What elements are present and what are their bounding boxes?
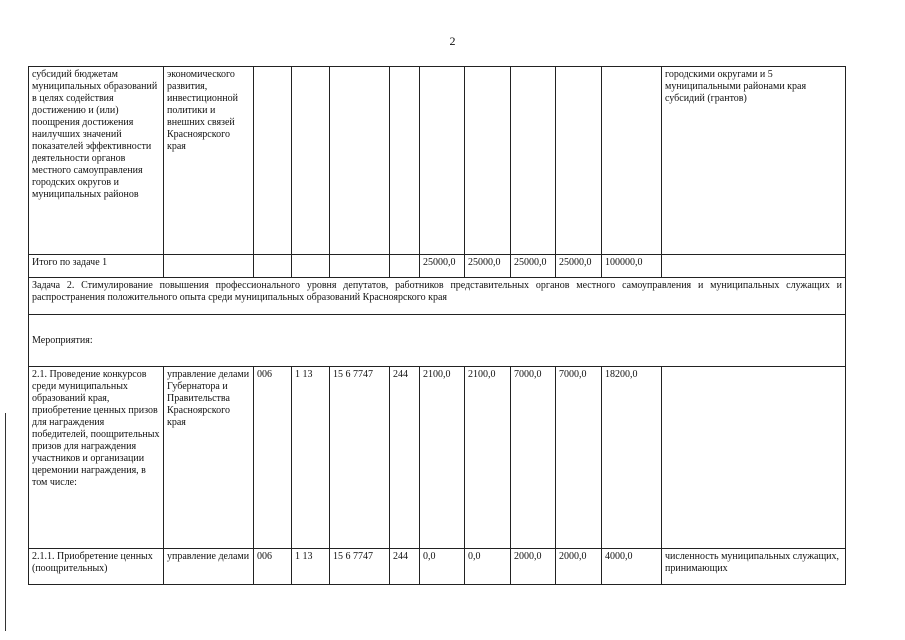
administrator-cell [164, 255, 254, 278]
total-cell: 100000,0 [602, 255, 662, 278]
year1-cell: 25000,0 [420, 255, 465, 278]
csr-cell [330, 255, 390, 278]
grbs-cell [254, 255, 292, 278]
total-cell [602, 67, 662, 255]
csr-cell [330, 67, 390, 255]
activity-name-cell: 2.1. Проведение конкурсов среди муниципальных образований края, приобретение ценных призов для награждения победителей, поощрительных призов для награждения участников и организации церемонии награждения, в том числе: [29, 367, 164, 549]
year4-cell: 2000,0 [556, 549, 602, 585]
table-row-task2 [29, 278, 846, 315]
year4-cell: 7000,0 [556, 367, 602, 549]
administrator-cell: управление делами Губернатора и Правительства Красноярского края [164, 367, 254, 549]
rzpr-cell: 1 13 [292, 549, 330, 585]
year2-cell: 2100,0 [465, 367, 511, 549]
administrator-cell: управление делами [164, 549, 254, 585]
rzpr-cell [292, 255, 330, 278]
expected-result-cell: численность муниципальных служащих, принимающих [662, 549, 846, 585]
page-number: 2 [449, 34, 456, 48]
vr-cell [390, 255, 420, 278]
grbs-cell: 006 [254, 367, 292, 549]
grbs-cell [254, 67, 292, 255]
margin-mark [5, 413, 6, 631]
activities-heading: Мероприятия: [29, 315, 846, 367]
table-row-activities [29, 315, 846, 367]
grbs-cell: 006 [254, 549, 292, 585]
year3-cell: 25000,0 [511, 255, 556, 278]
csr-cell: 15 6 7747 [330, 367, 390, 549]
vr-cell: 244 [390, 367, 420, 549]
year1-cell: 2100,0 [420, 367, 465, 549]
csr-cell: 15 6 7747 [330, 549, 390, 585]
task2-heading: Задача 2. Стимулирование повышения профессионального уровня депутатов, работников представительных органов местного самоуправления и муниципальных служащих и распространения положительного опыта среди муниципальных образований Красноярского края [29, 278, 846, 315]
total-cell: 18200,0 [602, 367, 662, 549]
expected-result-cell [662, 367, 846, 549]
table-row-subsidies [29, 67, 846, 255]
year1-cell: 0,0 [420, 549, 465, 585]
rzpr-cell: 1 13 [292, 367, 330, 549]
table-row-item-2-1 [29, 367, 846, 549]
program-activities-table [28, 66, 846, 585]
year2-cell [465, 67, 511, 255]
year3-cell: 7000,0 [511, 367, 556, 549]
expected-result-cell: городскими округами и 5 муниципальными районами края субсидий (грантов) [662, 67, 846, 255]
year2-cell: 25000,0 [465, 255, 511, 278]
year1-cell [420, 67, 465, 255]
total-cell: 4000,0 [602, 549, 662, 585]
table-row-total-task1 [29, 255, 846, 278]
administrator-cell: экономического развития, инвестиционной политики и внешних связей Красноярского края [164, 67, 254, 255]
year3-cell: 2000,0 [511, 549, 556, 585]
year3-cell [511, 67, 556, 255]
rzpr-cell [292, 67, 330, 255]
activity-name-cell: 2.1.1. Приобретение ценных (поощрительных) [29, 549, 164, 585]
total-label-cell: Итого по задаче 1 [29, 255, 164, 278]
vr-cell [390, 67, 420, 255]
year4-cell [556, 67, 602, 255]
year4-cell: 25000,0 [556, 255, 602, 278]
table-row-item-2-1-1 [29, 549, 846, 585]
expected-result-cell [662, 255, 846, 278]
vr-cell: 244 [390, 549, 420, 585]
year2-cell: 0,0 [465, 549, 511, 585]
activity-name-cell: субсидий бюджетам муниципальных образований в целях содействия достижению и (или) поощрения достижения наилучших значений показателей эффективности деятельности органов местного самоуправления городских округов и муниципальных районов [29, 67, 164, 255]
